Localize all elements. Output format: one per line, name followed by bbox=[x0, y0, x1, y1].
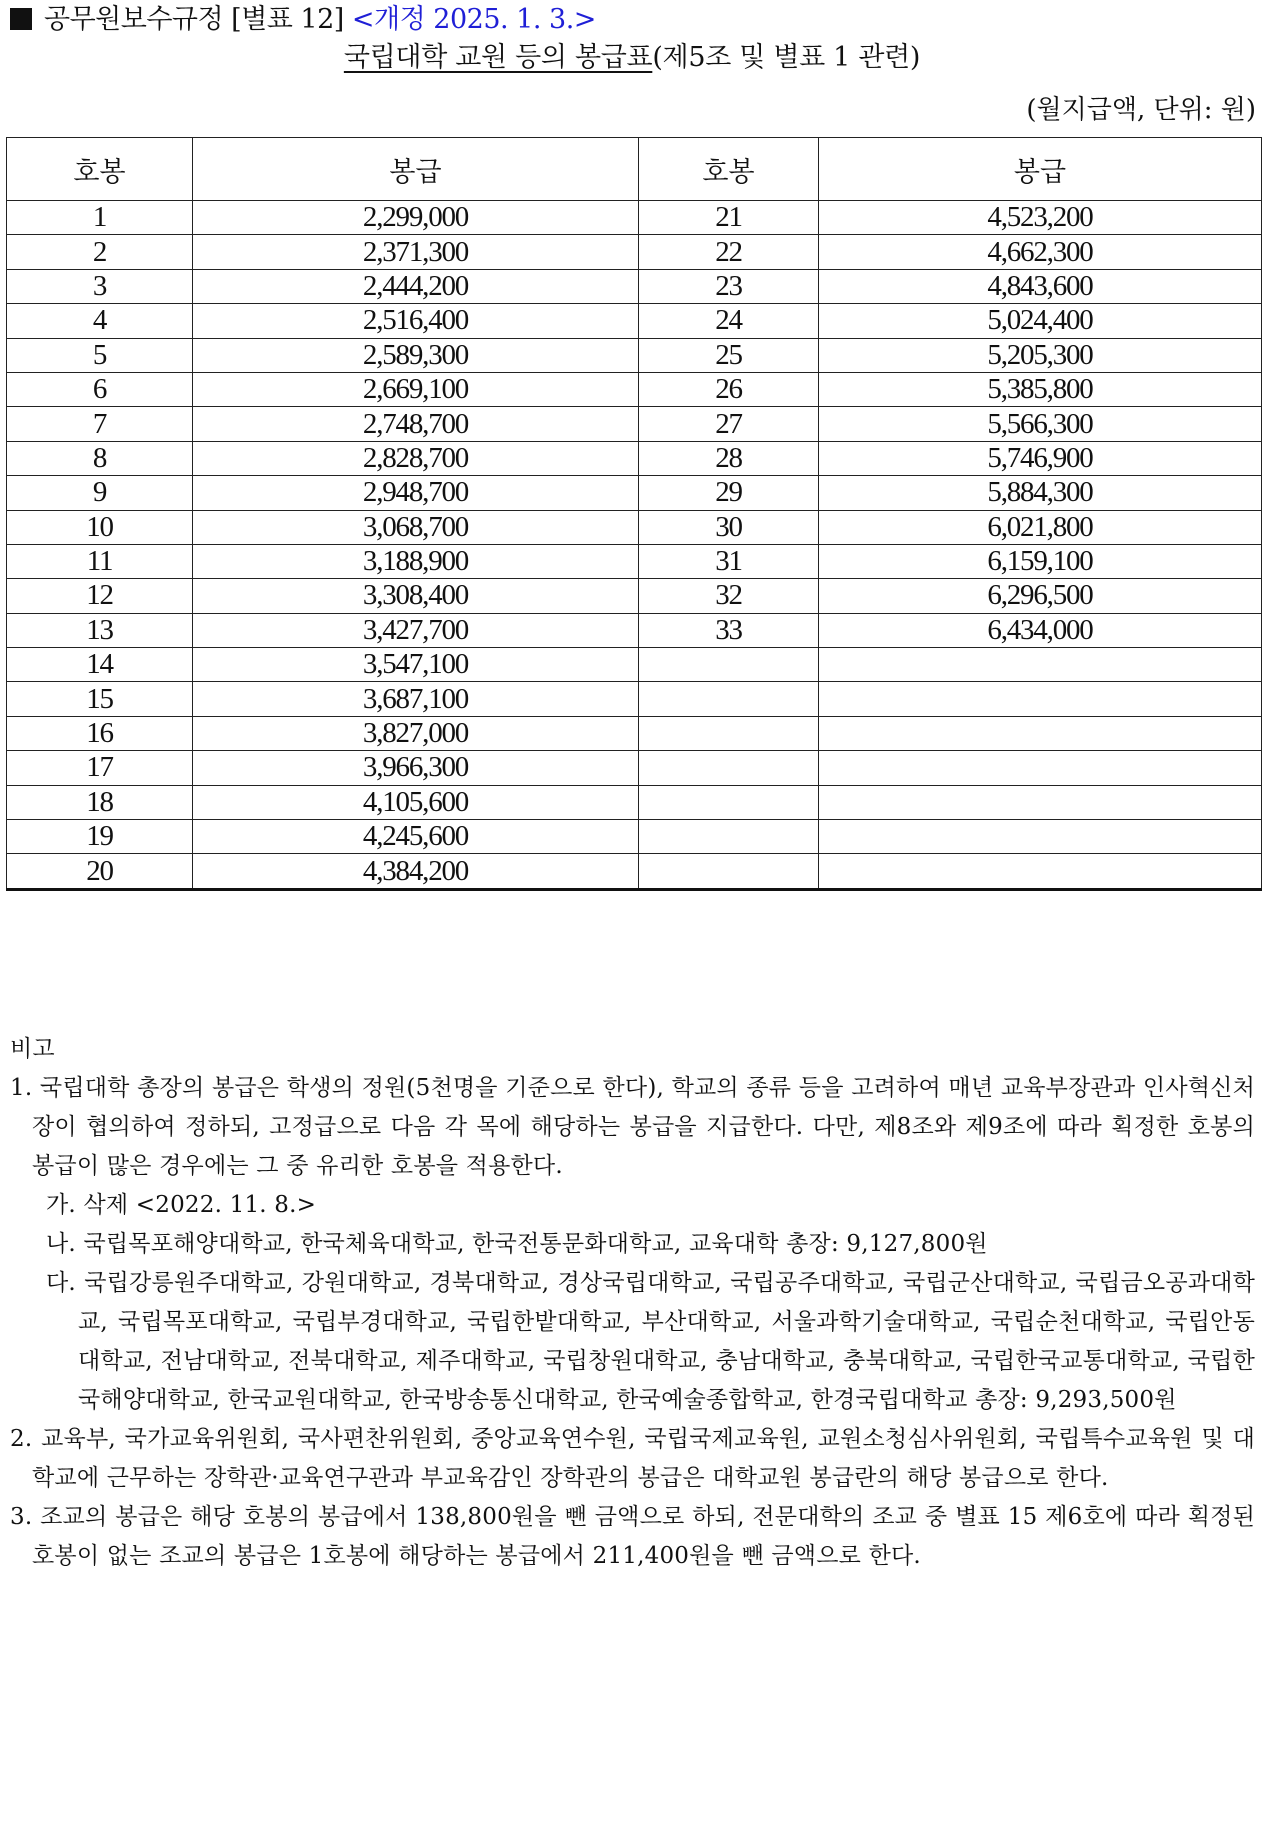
unit-note: (월지급액, 단위: 원) bbox=[1026, 95, 1256, 125]
table-row bbox=[7, 476, 1262, 510]
cell-step-right bbox=[639, 648, 819, 682]
cell-step-left: 16 bbox=[7, 716, 193, 750]
cell-step-left: 5 bbox=[7, 338, 193, 372]
cell-salary-right bbox=[819, 785, 1262, 819]
cell-step-left: 4 bbox=[7, 304, 193, 338]
table-row bbox=[7, 648, 1262, 682]
cell-step-left: 19 bbox=[7, 820, 193, 854]
cell-step-left: 1 bbox=[7, 201, 193, 235]
cell-salary-left: 4,105,600 bbox=[193, 785, 639, 819]
regulation-title-line bbox=[10, 2, 596, 38]
cell-step-left: 2 bbox=[7, 235, 193, 269]
note-item-2: 2. 교육부, 국가교육위원회, 국사편찬위원회, 중앙교육연수원, 국립국제교육원, 교원소청심사위원회, 국립특수교육원 및 대학교에 근무하는 장학관·교육연구관과 부교육감인 장학관의 봉급은 대학교원 봉급란의 해당 봉급으로 한다. bbox=[10, 1426, 1255, 1491]
regulation-name: 공무원보수규정 [별표 12] bbox=[44, 4, 344, 35]
cell-step-right bbox=[639, 785, 819, 819]
table-row bbox=[7, 544, 1262, 578]
cell-salary-left: 2,299,000 bbox=[193, 201, 639, 235]
table-header-row bbox=[7, 138, 1262, 201]
note-item-1-ga: 가. 삭제 <2022. 11. 8.> bbox=[46, 1192, 317, 1218]
table-row bbox=[7, 201, 1262, 235]
table-row bbox=[7, 579, 1262, 613]
cell-step-left: 18 bbox=[7, 785, 193, 819]
cell-step-right: 21 bbox=[639, 201, 819, 235]
salary-table-body bbox=[7, 201, 1262, 890]
cell-step-right: 23 bbox=[639, 269, 819, 303]
square-bullet-icon bbox=[10, 8, 32, 30]
cell-salary-right: 5,385,800 bbox=[819, 372, 1262, 406]
cell-salary-left: 2,828,700 bbox=[193, 441, 639, 475]
note-item-3: 3. 조교의 봉급은 해당 호봉의 봉급에서 138,800원을 뺀 금액으로 하되, 전문대학의 조교 중 별표 15 제6호에 따라 획정된 호봉이 없는 조교의 봉급은 1호봉에 해당하는 봉급에서 211,400원을 뺀 금액으로 한다. bbox=[10, 1504, 1255, 1569]
cell-step-right: 29 bbox=[639, 476, 819, 510]
cell-salary-left: 2,444,200 bbox=[193, 269, 639, 303]
table-row bbox=[7, 441, 1262, 475]
cell-salary-left: 2,516,400 bbox=[193, 304, 639, 338]
table-row bbox=[7, 820, 1262, 854]
cell-salary-left: 2,589,300 bbox=[193, 338, 639, 372]
cell-salary-right: 5,566,300 bbox=[819, 407, 1262, 441]
cell-salary-right bbox=[819, 682, 1262, 716]
cell-salary-left: 3,827,000 bbox=[193, 716, 639, 750]
note-item-1-na: 나. 국립목포해양대학교, 한국체육대학교, 한국전통문화대학교, 교육대학 총장: 9,127,800원 bbox=[46, 1231, 988, 1257]
cell-step-right: 26 bbox=[639, 372, 819, 406]
page-title-reference: (제5조 및 별표 1 관련) bbox=[652, 42, 921, 73]
cell-salary-right: 5,884,300 bbox=[819, 476, 1262, 510]
cell-step-left: 13 bbox=[7, 613, 193, 647]
cell-salary-right: 4,662,300 bbox=[819, 235, 1262, 269]
cell-salary-left: 2,948,700 bbox=[193, 476, 639, 510]
cell-step-right: 30 bbox=[639, 510, 819, 544]
cell-step-left: 3 bbox=[7, 269, 193, 303]
note-item-1-da: 다. 국립강릉원주대학교, 강원대학교, 경북대학교, 경상국립대학교, 국립공주대학교, 국립군산대학교, 국립금오공과대학교, 국립목포대학교, 국립부경대학교, 국립한밭대학교, 부산대학교, 서울과학기술대학교, 국립순천대학교, 국립안동대학교, 전남대학교, 전북대학교, 제주대학교, 국립창원대학교, 충남대학교, 충북대학교, 국립한국교통대학교, 국립한국해양대학교, 한국교원대학교, 한국방송통신대학교, 한국예술종합학교, 한경국립대학교 총장: 9,293,500원 bbox=[46, 1270, 1255, 1413]
notes-heading: 비고 bbox=[10, 1036, 55, 1062]
notes-section bbox=[10, 1030, 1255, 1576]
cell-salary-right bbox=[819, 648, 1262, 682]
cell-salary-right: 6,434,000 bbox=[819, 613, 1262, 647]
salary-table bbox=[6, 137, 1262, 891]
cell-salary-right: 5,024,400 bbox=[819, 304, 1262, 338]
cell-step-right: 28 bbox=[639, 441, 819, 475]
cell-salary-left: 2,371,300 bbox=[193, 235, 639, 269]
note-item-1: 1. 국립대학 총장의 봉급은 학생의 정원(5천명을 기준으로 한다), 학교의 종류 등을 고려하여 매년 교육부장관과 인사혁신처장이 협의하여 정하되, 고정급으로 다음 각 목에 해당하는 봉급을 지급한다. 다만, 제8조와 제9조에 따라 획정한 호봉의 봉급이 많은 경우에는 그 중 유리한 호봉을 적용한다. bbox=[10, 1075, 1255, 1179]
table-row bbox=[7, 785, 1262, 819]
table-row bbox=[7, 372, 1262, 406]
cell-salary-right: 6,296,500 bbox=[819, 579, 1262, 613]
cell-step-right: 24 bbox=[639, 304, 819, 338]
cell-step-left: 7 bbox=[7, 407, 193, 441]
cell-salary-right bbox=[819, 854, 1262, 889]
column-header-step-left: 호봉 bbox=[7, 138, 193, 201]
cell-salary-left: 3,068,700 bbox=[193, 510, 639, 544]
cell-salary-left: 3,547,100 bbox=[193, 648, 639, 682]
cell-salary-left: 3,687,100 bbox=[193, 682, 639, 716]
cell-step-left: 15 bbox=[7, 682, 193, 716]
page-title bbox=[0, 40, 1264, 76]
cell-salary-right: 6,159,100 bbox=[819, 544, 1262, 578]
cell-salary-right bbox=[819, 820, 1262, 854]
cell-step-right bbox=[639, 854, 819, 889]
table-row bbox=[7, 407, 1262, 441]
table-row bbox=[7, 716, 1262, 750]
cell-salary-left: 3,308,400 bbox=[193, 579, 639, 613]
amendment-date: <개정 2025. 1. 3.> bbox=[351, 4, 596, 35]
cell-step-left: 10 bbox=[7, 510, 193, 544]
cell-step-left: 12 bbox=[7, 579, 193, 613]
cell-salary-right bbox=[819, 716, 1262, 750]
cell-salary-right: 6,021,800 bbox=[819, 510, 1262, 544]
cell-salary-right bbox=[819, 751, 1262, 785]
cell-step-right bbox=[639, 820, 819, 854]
column-header-step-right: 호봉 bbox=[639, 138, 819, 201]
column-header-salary-right: 봉급 bbox=[819, 138, 1262, 201]
cell-salary-left: 2,669,100 bbox=[193, 372, 639, 406]
cell-salary-right: 4,843,600 bbox=[819, 269, 1262, 303]
table-row bbox=[7, 235, 1262, 269]
cell-step-left: 8 bbox=[7, 441, 193, 475]
cell-step-right: 22 bbox=[639, 235, 819, 269]
table-row bbox=[7, 338, 1262, 372]
cell-salary-left: 3,427,700 bbox=[193, 613, 639, 647]
cell-salary-right: 5,746,900 bbox=[819, 441, 1262, 475]
table-row bbox=[7, 269, 1262, 303]
cell-step-left: 9 bbox=[7, 476, 193, 510]
cell-step-left: 6 bbox=[7, 372, 193, 406]
cell-step-left: 11 bbox=[7, 544, 193, 578]
cell-step-right: 31 bbox=[639, 544, 819, 578]
cell-salary-left: 3,966,300 bbox=[193, 751, 639, 785]
cell-step-left: 17 bbox=[7, 751, 193, 785]
cell-salary-left: 4,384,200 bbox=[193, 854, 639, 889]
table-row bbox=[7, 304, 1262, 338]
cell-step-right: 27 bbox=[639, 407, 819, 441]
cell-salary-right: 4,523,200 bbox=[819, 201, 1262, 235]
cell-step-right bbox=[639, 682, 819, 716]
cell-step-right: 32 bbox=[639, 579, 819, 613]
cell-step-left: 14 bbox=[7, 648, 193, 682]
table-row bbox=[7, 682, 1262, 716]
cell-step-right: 33 bbox=[639, 613, 819, 647]
table-row bbox=[7, 854, 1262, 889]
cell-step-left: 20 bbox=[7, 854, 193, 889]
page-title-main: 국립대학 교원 등의 봉급표 bbox=[343, 42, 653, 73]
cell-salary-left: 4,245,600 bbox=[193, 820, 639, 854]
cell-salary-right: 5,205,300 bbox=[819, 338, 1262, 372]
table-row bbox=[7, 751, 1262, 785]
table-row bbox=[7, 613, 1262, 647]
cell-salary-left: 3,188,900 bbox=[193, 544, 639, 578]
cell-step-right: 25 bbox=[639, 338, 819, 372]
cell-salary-left: 2,748,700 bbox=[193, 407, 639, 441]
table-row bbox=[7, 510, 1262, 544]
column-header-salary-left: 봉급 bbox=[193, 138, 639, 201]
cell-step-right bbox=[639, 716, 819, 750]
cell-step-right bbox=[639, 751, 819, 785]
